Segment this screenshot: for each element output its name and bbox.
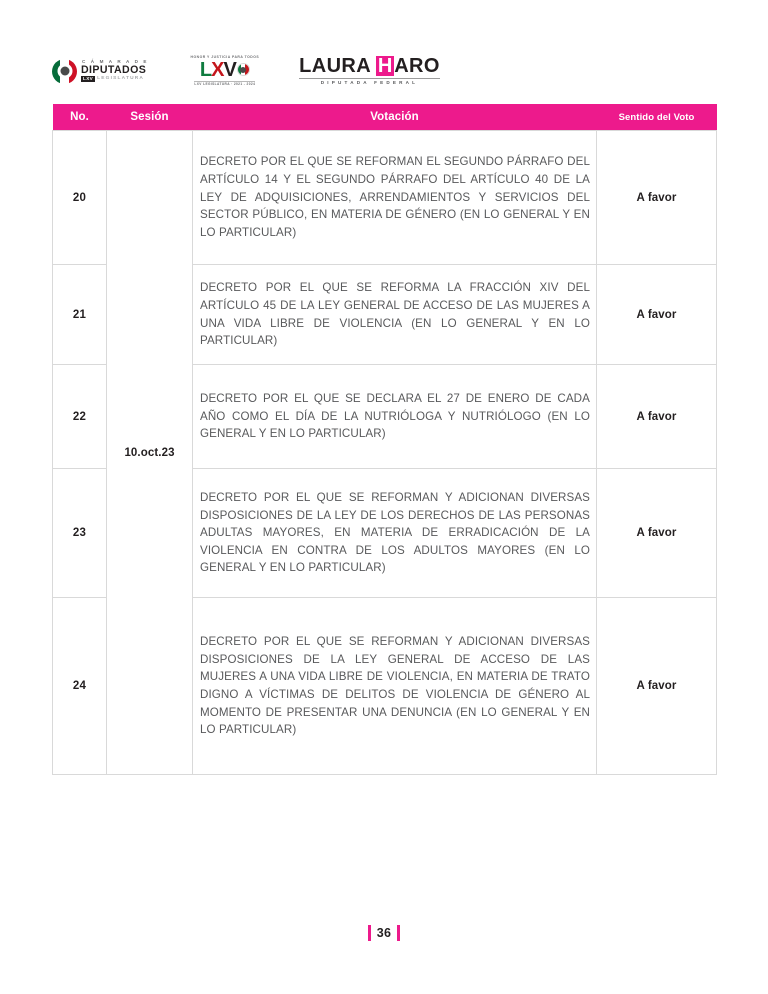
lxv-logo-top-text: HONOR Y JUSTICIA PARA TODOS <box>190 54 260 59</box>
voting-record-table <box>52 104 717 775</box>
sentido-del-voto-cell: A favor <box>597 265 717 365</box>
row-number-cell: 21 <box>53 265 107 365</box>
column-header-no: No. <box>53 104 107 131</box>
laura-haro-highlight: H <box>377 54 393 77</box>
laura-haro-first: LAURA <box>299 54 377 77</box>
table-row <box>53 131 717 265</box>
sentido-del-voto-cell: A favor <box>597 469 717 598</box>
session-date-cell: 10.oct.23 <box>107 131 193 775</box>
lxv-logo-letters <box>199 58 250 81</box>
row-number-cell: 20 <box>53 131 107 265</box>
column-header-sesion: Sesión <box>107 104 193 131</box>
lxv-letter-l: L <box>199 58 212 81</box>
mexican-flag-seal-icon <box>52 59 77 84</box>
votacion-text-cell: DECRETO POR EL QUE SE REFORMAN Y ADICIONAN DIVERSAS DISPOSICIONES DE LA LEY DE LOS DERECHOS DE LAS PERSONAS ADULTAS MAYORES, EN MATERIA DE ERRADICACIÓN DE LA VIOLENCIA EN CONTRA DE LOS ADULTOS MAYORES (EN LO GENERAL Y EN LO PARTICULAR) <box>193 469 597 598</box>
lxv-letter-v: V <box>223 58 236 81</box>
laura-haro-subtitle: DIPUTADA FEDERAL <box>299 78 440 86</box>
votacion-text-cell: DECRETO POR EL QUE SE DECLARA EL 27 DE ENERO DE CADA AÑO COMO EL DÍA DE LA NUTRIÓLOGA Y NUTRIÓLOGO (EN LO GENERAL Y EN LO PARTICULAR) <box>193 365 597 469</box>
lxv-logo-bottom-text: LXV LEGISLATURA · 2021 - 2024 <box>194 82 256 87</box>
votacion-text-cell: DECRETO POR EL QUE SE REFORMAN Y ADICIONAN DIVERSAS DISPOSICIONES DE LA LEY GENERAL DE ACCESO DE LAS MUJERES A UNA VIDA LIBRE DE VIOLENCIA, EN MATERIA DE TRATO DIGNO A VÍCTIMAS DE DELITOS DE VIOLENCIA DE GÉNERO AL MOMENTO DE PRESENTAR UNA DENUNCIA (EN LO GENERAL Y EN LO PARTICULAR) <box>193 598 597 775</box>
laura-haro-wordmark <box>299 56 440 76</box>
sentido-del-voto-cell: A favor <box>597 365 717 469</box>
lxv-legislatura-logo <box>191 56 260 87</box>
camara-logo-text <box>81 60 149 82</box>
votacion-text-cell: DECRETO POR EL QUE SE REFORMAN EL SEGUNDO PÁRRAFO DEL ARTÍCULO 14 Y EL SEGUNDO PÁRRAFO DEL ARTÍCULO 40 DE LA LEY DE ADQUISICIONES, ARRENDAMIENTOS Y SERVICIOS DEL SECTOR PÚBLICO, EN MATERIA DE GÉNERO (EN LO GENERAL Y EN LO PARTICULAR) <box>193 131 597 265</box>
page-number: 36 <box>376 926 392 940</box>
table-header-row <box>53 104 717 131</box>
laura-haro-rest: ARO <box>394 54 440 77</box>
sentido-del-voto-cell: A favor <box>597 598 717 775</box>
camara-logo-line2: DIPUTADOS <box>81 63 147 76</box>
mexican-flag-roundel-icon <box>237 63 250 76</box>
camara-logo-badge: LXV <box>83 75 94 81</box>
table-body <box>53 131 717 775</box>
votacion-text-cell: DECRETO POR EL QUE SE REFORMA LA FRACCIÓN XIV DEL ARTÍCULO 45 DE LA LEY GENERAL DE ACCESO DE LAS MUJERES A UNA VIDA LIBRE DE VIOLENCIA (EN LO GENERAL Y EN LO PARTICULAR) <box>193 265 597 365</box>
camara-logo-line3: LEGISLATURA <box>97 75 145 81</box>
header-logo-bar <box>52 50 716 92</box>
table-header <box>53 104 717 131</box>
camara-logo-line1: C Á M A R A D E <box>82 59 149 65</box>
row-number-cell: 23 <box>53 469 107 598</box>
camara-logo-legislatura <box>81 76 149 82</box>
page-footer <box>0 925 768 941</box>
column-header-votacion: Votación <box>193 104 597 131</box>
footer-left-bar-icon <box>368 925 371 941</box>
camara-de-diputados-logo <box>52 57 149 85</box>
column-header-sentido-del-voto: Sentido del Voto <box>597 104 717 131</box>
laura-haro-logo <box>299 56 440 86</box>
sentido-del-voto-cell: A favor <box>597 131 717 265</box>
row-number-cell: 24 <box>53 598 107 775</box>
footer-right-bar-icon <box>397 925 400 941</box>
lxv-letter-x: X <box>211 58 224 81</box>
row-number-cell: 22 <box>53 365 107 469</box>
